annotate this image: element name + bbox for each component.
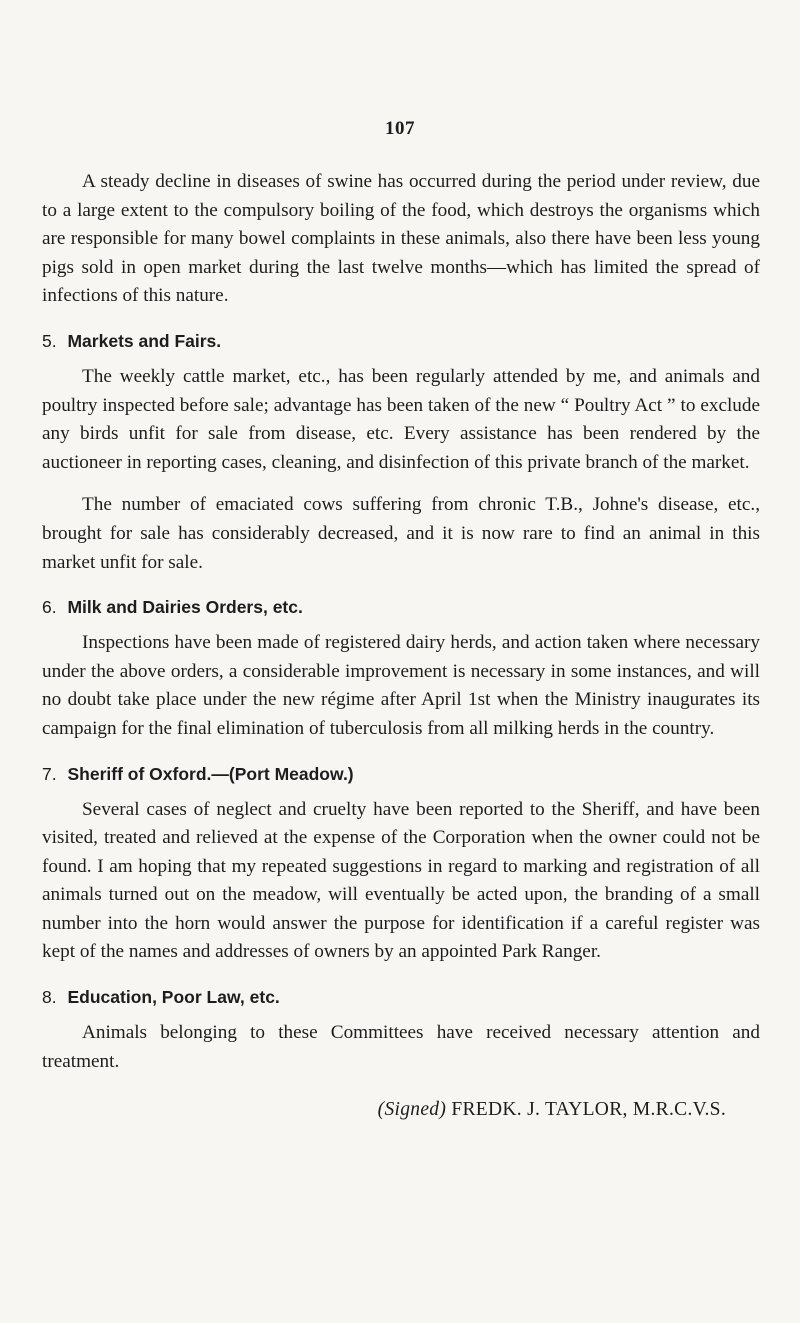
section-paragraph: The weekly cattle market, etc., has been regularly attended by me, and animals and poultry inspected before sale; advantage has been taken of the new “ Poultry Act ” to exclude any birds unfit for sale from disease, etc. Every assistance has been rendered by the auctioneer in reporting cases, cleaning, and disinfection of this private branch of the market. [42,365,760,473]
signed-label: (Signed) [377,1099,447,1121]
section-number: 6. [42,597,57,618]
section-title: Milk and Dairies Orders, etc. [67,597,303,618]
signatory-name: FREDK. J. TAYLOR, M.R.C.V.S. [451,1099,726,1121]
intro-paragraph: A steady decline in diseases of swine has occurred during the period under review, due to a large extent to the compulsory boiling of the food, which destroys the organisms which are responsible for many bowel complaints in these animals, also there have been less young pigs sold in open market during the last twelve months—which has limited the spread of infections of this nature. [42,171,760,307]
section-title: Markets and Fairs. [67,330,222,351]
section-note: —(Port Meadow.) [211,763,354,784]
section-heading [42,595,760,619]
section-milk-and-dairies [42,595,760,743]
section-heading [42,762,760,786]
signature-line [42,1096,760,1125]
page-number: 107 [385,118,415,139]
section-heading [42,329,760,353]
section-paragraph: Inspections have been made of registered dairy herds, and action taken where necessary under the above orders, a considerable improvement is necessary in some instances, and will no doubt take place under the new régime after April 1st when the Ministry inaugurates its campaign for the final elimination of tuberculosis from all milking herds in the country. [42,632,760,739]
section-education-poor-law [42,985,760,1076]
section-heading [42,985,760,1009]
section-title: Sheriff of Oxford. [67,763,212,784]
section-title: Education, Poor Law, etc. [67,987,280,1008]
section-number: 7. [42,763,57,784]
page-body [42,168,760,1125]
section-paragraph: Several cases of neglect and cruelty have been reported to the Sheriff, and have been visited, treated and relieved at the expense of the Corporation when the owner could not be found. I am hoping that my repeated suggestions in regard to marking and registration of all animals turned out on the meadow, will eventually be acted upon, the branding of a small number into the horn would answer the purpose for identification if a careful register was kept of the names and addresses of owners by an appointed Park Ranger. [42,798,760,963]
section-sheriff-of-oxford [42,762,760,968]
section-number: 8. [42,987,57,1008]
section-number: 5. [42,330,57,351]
section-markets-and-fairs [42,329,760,577]
section-paragraph: The number of emaciated cows suffering from chronic T.B., Johne's disease, etc., brought for sale has considerably decreased, and it is now rare to find an animal in this market unfit for sale. [42,494,760,573]
section-paragraph: Animals belonging to these Committees have received necessary attention and treatment. [42,1022,760,1072]
